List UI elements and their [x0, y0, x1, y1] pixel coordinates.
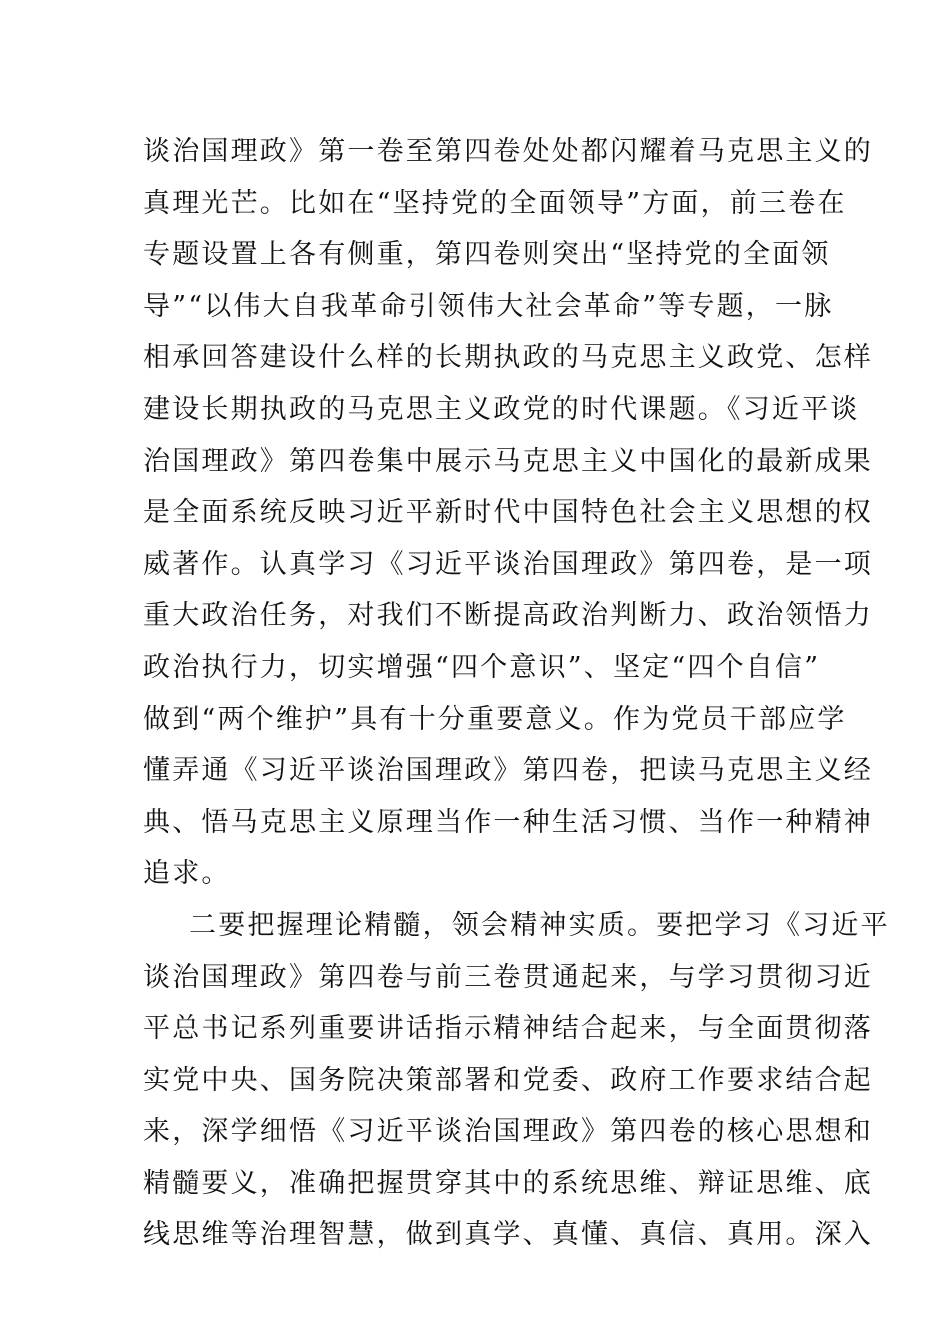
text-line: 实党中央、国务院决策部署和党委、政府工作要求结合起	[143, 1064, 873, 1096]
text-line: 真理光芒。比如在“坚持党的全面领导”方面，前三卷在	[143, 187, 847, 219]
text-line: 做到“两个维护”具有十分重要意义。作为党员干部应学	[143, 703, 847, 735]
text-line: 治国理政》第四卷集中展示马克思主义中国化的最新成果	[143, 445, 873, 477]
text-line: 精髓要义，准确把握贯穿其中的系统思维、辩证思维、底	[143, 1167, 873, 1199]
text-line: 追求。	[143, 858, 231, 890]
text-line: 平总书记系列重要讲话指示精神结合起来，与全面贯彻落	[143, 1013, 873, 1045]
text-line: 线思维等治理智慧，做到真学、真懂、真信、真用。深入	[143, 1219, 873, 1251]
text-line: 重大政治任务，对我们不断提高政治判断力、政治领悟力	[143, 600, 873, 632]
paragraph-start-line: 二要把握理论精髓，领会精神实质。要把学习《习近平	[189, 909, 890, 941]
text-line: 来，深学细悟《习近平谈治国理政》第四卷的核心思想和	[143, 1116, 873, 1148]
text-line: 建设长期执政的马克思主义政党的时代课题。《习近平谈	[143, 393, 860, 425]
text-line: 专题设置上各有侧重，第四卷则突出“坚持党的全面领	[143, 239, 831, 271]
text-line: 是全面系统反映习近平新时代中国特色社会主义思想的权	[143, 497, 873, 529]
text-line: 谈治国理政》第四卷与前三卷贯通起来，与学习贯彻习近	[143, 961, 873, 993]
text-line: 威著作。认真学习《习近平谈治国理政》第四卷，是一项	[143, 548, 873, 580]
text-line: 导”“以伟大自我革命引领伟大社会革命”等专题，一脉	[143, 290, 834, 322]
text-line: 典、悟马克思主义原理当作一种生活习惯、当作一种精神	[143, 806, 873, 838]
text-line: 谈治国理政》第一卷至第四卷处处都闪耀着马克思主义的	[143, 136, 873, 167]
text-line: 相承回答建设什么样的长期执政的马克思主义政党、怎样	[143, 342, 873, 374]
text-line: 政治执行力，切实增强“四个意识”、坚定“四个自信”	[143, 651, 821, 683]
body-text	[143, 130, 890, 1265]
text-line: 懂弄通《习近平谈治国理政》第四卷，把读马克思主义经	[143, 755, 873, 787]
